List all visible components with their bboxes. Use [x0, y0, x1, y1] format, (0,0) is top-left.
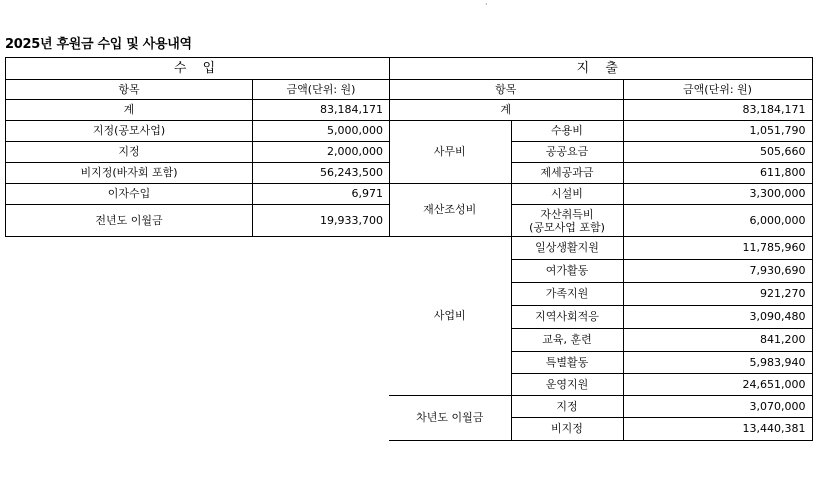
income-row-label: 비지정(바자회 포함) [6, 163, 253, 184]
income-row-label: 이자수입 [6, 184, 253, 205]
expense-category: 사무비 [389, 121, 511, 184]
income-row-value: 56,243,500 [253, 163, 390, 184]
expense-item-label: 시설비 [511, 184, 623, 205]
expense-item-label: 일상생활지원 [511, 237, 623, 260]
expense-item-value: 6,000,000 [623, 205, 812, 237]
table-row [389, 237, 812, 260]
income-header: 수 입 [6, 58, 390, 80]
income-row-value: 19,933,700 [253, 205, 390, 237]
expense-item-label: 운영지원 [511, 374, 623, 396]
income-total-value: 83,184,171 [253, 100, 390, 121]
table-row [6, 184, 390, 205]
income-row-label: 지정(공모사업) [6, 121, 253, 142]
expense-item-label: 제세공과금 [511, 163, 623, 184]
stray-dot: · [485, 0, 488, 9]
expense-item-value: 7,930,690 [623, 260, 812, 283]
table-row [389, 184, 812, 205]
expense-item-label: 비지정 [511, 418, 623, 441]
expense-item-value: 921,270 [623, 283, 812, 306]
income-row-value: 5,000,000 [253, 121, 390, 142]
expense-table [389, 57, 813, 441]
expense-item-value: 3,300,000 [623, 184, 812, 205]
table-row [389, 121, 812, 142]
expense-item-label: 자산취득비 [540, 207, 594, 221]
income-row-value: 2,000,000 [253, 142, 390, 163]
expense-item-value: 3,090,480 [623, 306, 812, 329]
expense-category: 재산조성비 [389, 184, 511, 237]
expense-item-value: 505,660 [623, 142, 812, 163]
expense-item-label: 지역사회적응 [511, 306, 623, 329]
income-row-label: 지정 [6, 142, 253, 163]
expense-item-label: 가족지원 [511, 283, 623, 306]
expense-item-value: 11,785,960 [623, 237, 812, 260]
income-row-label: 전년도 이월금 [6, 205, 253, 237]
expense-total-label: 계 [389, 100, 623, 121]
expense-col-item: 항목 [389, 80, 623, 100]
expense-item-value: 841,200 [623, 329, 812, 352]
expense-item-value: 1,051,790 [623, 121, 812, 142]
expense-category: 차년도 이월금 [389, 396, 511, 441]
table-row [6, 142, 390, 163]
expense-item-label: 공공요금 [511, 142, 623, 163]
income-total-label: 계 [6, 100, 253, 121]
expense-item-label: 교육, 훈련 [511, 329, 623, 352]
expense-item-label: 지정 [511, 396, 623, 418]
expense-item-label-multiline [511, 205, 623, 237]
income-row-value: 6,971 [253, 184, 390, 205]
page-title: 2025년 후원금 수입 및 사용내역 [5, 37, 192, 52]
expense-item-value: 3,070,000 [623, 396, 812, 418]
table-row [6, 121, 390, 142]
expense-item-label-sub: (공모사업 포함) [529, 220, 605, 234]
expense-item-value: 13,440,381 [623, 418, 812, 441]
expense-header: 지 출 [389, 58, 812, 80]
expense-item-value: 24,651,000 [623, 374, 812, 396]
income-table [5, 57, 390, 237]
expense-category: 사업비 [389, 237, 511, 396]
expense-item-label: 특별활동 [511, 352, 623, 374]
expense-item-label: 여가활동 [511, 260, 623, 283]
table-row [389, 396, 812, 418]
table-row [6, 163, 390, 184]
expense-col-amount: 금액(단위: 원) [623, 80, 812, 100]
expense-total-value: 83,184,171 [623, 100, 812, 121]
expense-item-label: 수용비 [511, 121, 623, 142]
table-row [6, 205, 390, 237]
expense-item-value: 5,983,940 [623, 352, 812, 374]
income-col-item: 항목 [6, 80, 253, 100]
income-col-amount: 금액(단위: 원) [253, 80, 390, 100]
expense-item-value: 611,800 [623, 163, 812, 184]
